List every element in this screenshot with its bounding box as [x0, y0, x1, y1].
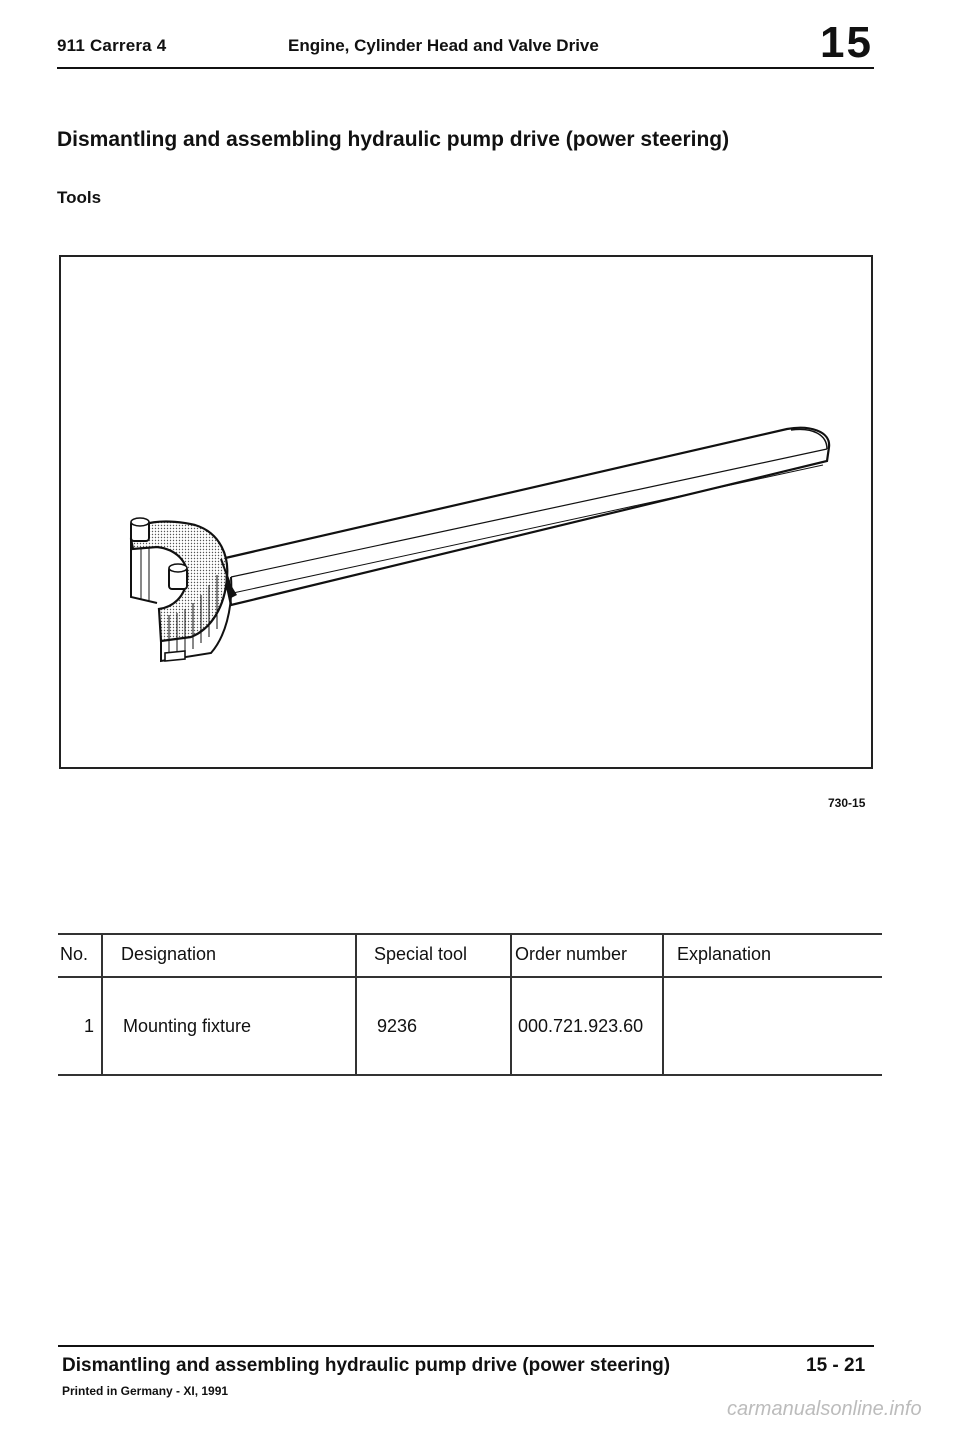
watermark: carmanualsonline.info [727, 1398, 922, 1420]
row-1-designation: Mounting fixture [123, 1016, 252, 1036]
header-rule [57, 67, 874, 69]
column-divider [662, 933, 664, 1075]
header-order-number: Order number [515, 944, 628, 964]
header-special-tool: Special tool [374, 944, 468, 964]
page-title: Dismantling and assembling hydraulic pump drive (power steering) [57, 128, 730, 151]
header-designation: Designation [121, 944, 217, 964]
header-model: 911 Carrera 4 [57, 36, 167, 55]
header-no: No. [60, 944, 89, 964]
footer-rule [58, 1345, 874, 1347]
tools-heading: Tools [57, 188, 102, 207]
figure-reference: 730-15 [828, 796, 866, 810]
footer-title: Dismantling and assembling hydraulic pump drive (power steering) [62, 1355, 671, 1376]
row-1-order-number: 000.721.923.60 [518, 1016, 644, 1036]
table-bottom-rule [58, 1074, 882, 1076]
tool-figure-frame [59, 255, 873, 769]
table-header-rule [58, 976, 882, 978]
header-explanation: Explanation [677, 944, 772, 964]
row-1-special-tool: 9236 [377, 1016, 418, 1036]
column-divider [101, 933, 103, 1075]
column-divider [510, 933, 512, 1075]
header-section-title: Engine, Cylinder Head and Valve Drive [288, 36, 599, 55]
mounting-fixture-illustration [61, 257, 871, 767]
footer-page-number: 15 - 21 [806, 1355, 866, 1376]
footer-printed: Printed in Germany - XI, 1991 [62, 1384, 229, 1398]
header-group-number: 15 [820, 18, 873, 67]
column-divider [355, 933, 357, 1075]
row-1-no: 1 [83, 1016, 94, 1036]
table-top-rule [58, 933, 882, 935]
